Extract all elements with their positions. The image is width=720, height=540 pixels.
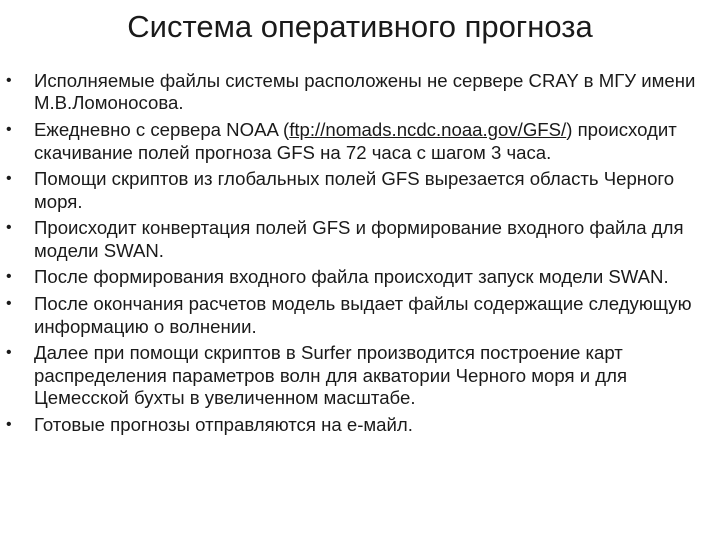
bullet-item (0, 293, 720, 338)
bullet-item (0, 414, 720, 436)
bullet-text: Далее при помощи скриптов в Surfer производится построение карт распределения параметров волн для акватории Черного моря и для Цемесской бухты в увеличенном масштабе. (34, 342, 628, 409)
bullet-text: После формирования входного файла происходит запуск модели SWAN. (34, 266, 669, 288)
bullet-icon: • (6, 121, 12, 139)
bullet-text: Готовые прогнозы отправляются на е-майл. (34, 413, 413, 435)
bullet-text: После окончания расчетов модель выдает файлы содержащие следующую информацию о волнении. (34, 293, 692, 337)
bullet-list (0, 70, 720, 440)
ftp-link[interactable]: ftp://nomads.ncdc.noaa.gov/GFS/ (289, 119, 567, 141)
bullet-icon: • (6, 72, 12, 89)
bullet-text-pre: Ежедневно с сервера NOAA ( (34, 119, 290, 141)
bullet-item (0, 342, 720, 409)
bullet-icon: • (6, 295, 12, 313)
bullet-item (0, 168, 720, 213)
bullet-text-post: ) происходит скачивание полей прогноза GFS на 72 часа с шагом 3 часа. (34, 119, 677, 163)
bullet-item (0, 119, 720, 164)
bullet-item (0, 70, 720, 115)
bullet-icon: • (6, 170, 12, 188)
bullet-icon: • (6, 344, 12, 362)
bullet-item (0, 217, 720, 262)
bullet-text: Происходит конвертация полей GFS и формирование входного файла для модели SWAN. (34, 217, 684, 261)
bullet-text: Исполняемые файлы системы расположены не сервере CRAY в МГУ имени М.В.Ломоносова. (34, 70, 696, 114)
bullet-icon: • (6, 219, 12, 237)
bullet-text: Помощи скриптов из глобальных полей GFS вырезается область Черного моря. (34, 168, 675, 212)
bullet-icon: • (6, 268, 12, 286)
bullet-item (0, 266, 720, 288)
bullet-icon: • (6, 415, 12, 433)
slide-title: Система оперативного прогноза (127, 9, 593, 44)
